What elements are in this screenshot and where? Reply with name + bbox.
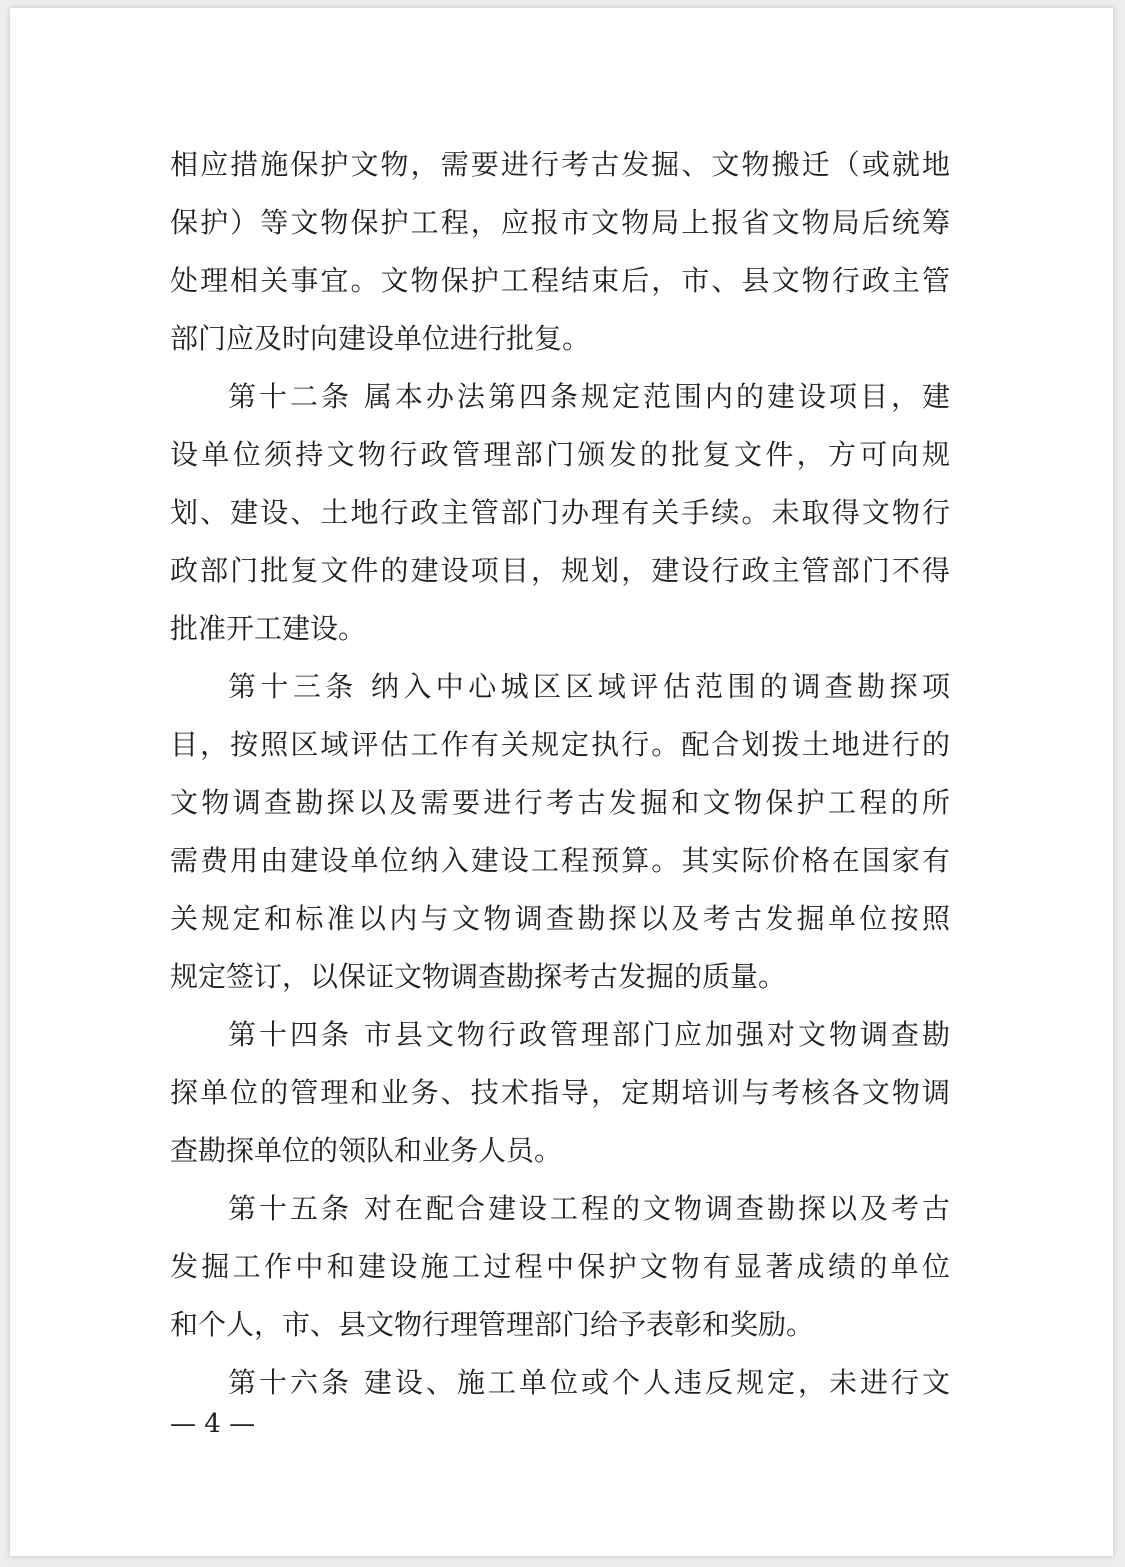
- text-line: 和个人，市、县文物行理管理部门给予表彰和奖励。: [170, 1308, 815, 1341]
- article-16-heading-line: 第十六条 建设、施工单位或个人违反规定，未进行文: [228, 1366, 950, 1399]
- text-line: 保护）等文物保护工程，应报市文物局上报省文物局后统筹: [170, 206, 950, 239]
- text-line: 需费用由建设单位纳入建设工程预算。其实际价格在国家有: [170, 844, 950, 877]
- text-line: 查勘探单位的领队和业务人员。: [170, 1134, 563, 1167]
- article-13-heading-line: 第十三条 纳入中心城区区域评估范围的调查勘探项: [228, 670, 950, 703]
- page-number: — 4 —: [170, 1409, 256, 1439]
- text-line: 划、建设、土地行政主管部门办理有关手续。未取得文物行: [170, 496, 950, 529]
- text-line: 设单位须持文物行政管理部门颁发的批复文件，方可向规: [170, 438, 950, 471]
- text-line: 处理相关事宜。文物保护工程结束后，市、县文物行政主管: [170, 264, 950, 297]
- text-line: 批准开工建设。: [170, 612, 367, 645]
- text-line: 政部门批复文件的建设项目，规划，建设行政主管部门不得: [170, 554, 950, 587]
- text-line: 发掘工作中和建设施工过程中保护文物有显著成绩的单位: [170, 1250, 950, 1283]
- article-14-heading-line: 第十四条 市县文物行政管理部门应加强对文物调查勘: [228, 1018, 950, 1051]
- article-15-heading-line: 第十五条 对在配合建设工程的文物调查勘探以及考古: [228, 1192, 950, 1225]
- text-line: 规定签订，以保证文物调查勘探考古发掘的质量。: [170, 960, 787, 993]
- text-line: 关规定和标准以内与文物调查勘探以及考古发掘单位按照: [170, 902, 950, 935]
- document-body: [170, 136, 950, 1412]
- article-12-heading-line: 第十二条 属本办法第四条规定范围内的建设项目，建: [228, 380, 950, 413]
- text-line: 文物调查勘探以及需要进行考古发掘和文物保护工程的所: [170, 786, 950, 819]
- text-line: 目，按照区域评估工作有关规定执行。配合划拨土地进行的: [170, 728, 950, 761]
- text-line: 探单位的管理和业务、技术指导，定期培训与考核各文物调: [170, 1076, 950, 1109]
- text-line: 部门应及时向建设单位进行批复。: [170, 322, 591, 355]
- text-line: 相应措施保护文物，需要进行考古发掘、文物搬迁（或就地: [170, 148, 950, 181]
